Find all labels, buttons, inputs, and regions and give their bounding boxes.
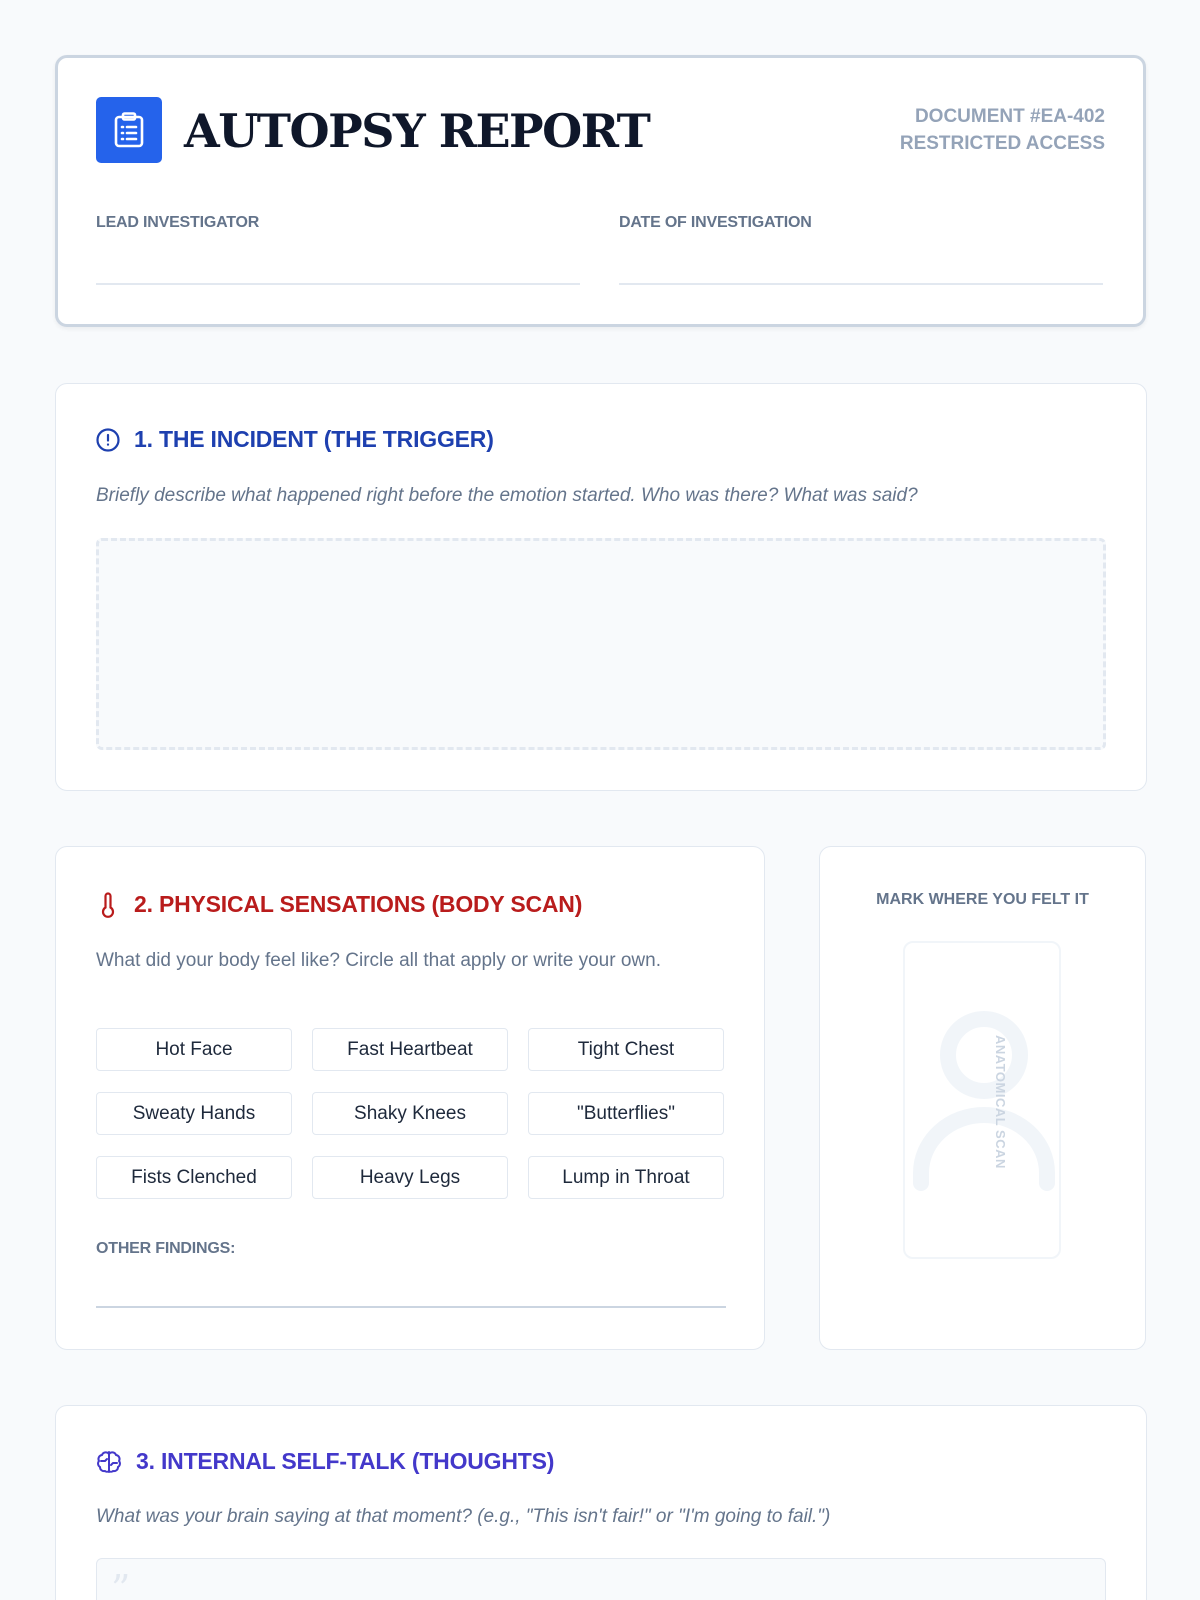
incident-section — [55, 383, 1147, 791]
incident-prompt: Briefly describe what happened right before the emotion started. Who was there? What was said? — [96, 485, 918, 506]
alert-circle-icon — [96, 428, 120, 452]
self-talk-prompt: What was your brain saying at that moment? (e.g., "This isn't fair!" or "I'm going to fail.") — [96, 1506, 831, 1527]
brain-icon — [96, 1449, 122, 1475]
sensation-option[interactable]: Fists Clenched — [96, 1156, 292, 1199]
sensations-heading — [96, 891, 582, 918]
sensation-option[interactable]: Fast Heartbeat — [312, 1028, 508, 1071]
self-talk-answer-area[interactable] — [96, 1558, 1106, 1600]
sensations-heading-text: 2. PHYSICAL SENSATIONS (BODY SCAN) — [134, 891, 583, 917]
anatomical-scan-label: ANATOMICAL SCAN — [993, 1035, 1008, 1169]
body-diagram[interactable] — [903, 941, 1061, 1259]
access-level: RESTRICTED ACCESS — [899, 133, 1105, 154]
document-number: DOCUMENT #EA-402 — [914, 106, 1105, 127]
other-findings-label: OTHER FINDINGS: — [96, 1240, 236, 1257]
sensation-option[interactable]: Tight Chest — [528, 1028, 724, 1071]
quote-icon: ” — [111, 1567, 131, 1600]
incident-heading-text: 1. THE INCIDENT (THE TRIGGER) — [134, 426, 494, 452]
self-talk-heading-text: 3. INTERNAL SELF-TALK (THOUGHTS) — [136, 1448, 555, 1474]
document-meta — [900, 103, 1105, 157]
sensation-option[interactable]: Shaky Knees — [312, 1092, 508, 1135]
lead-investigator-field[interactable] — [96, 283, 580, 285]
page-title: AUTOPSY REPORT — [184, 104, 650, 158]
body-scan-card — [819, 846, 1146, 1350]
sensation-option[interactable]: Lump in Throat — [528, 1156, 724, 1199]
incident-heading — [96, 426, 494, 453]
sensation-option[interactable]: Heavy Legs — [312, 1156, 508, 1199]
investigation-date-field[interactable] — [619, 283, 1103, 285]
sensation-option[interactable]: "Butterflies" — [528, 1092, 724, 1135]
self-talk-heading — [96, 1448, 554, 1475]
investigation-date-label: DATE OF INVESTIGATION — [619, 214, 812, 231]
body-silhouette-icon — [905, 943, 1061, 1259]
report-header — [55, 55, 1146, 327]
sensations-prompt: What did your body feel like? Circle all that apply or write your own. — [96, 950, 661, 971]
sensation-option[interactable]: Sweaty Hands — [96, 1092, 292, 1135]
body-scan-title: MARK WHERE YOU FELT IT — [876, 891, 1089, 908]
lead-investigator-label: LEAD INVESTIGATOR — [96, 214, 260, 231]
other-findings-field[interactable] — [96, 1306, 726, 1308]
sensation-option[interactable]: Hot Face — [96, 1028, 292, 1071]
physical-sensations-section — [55, 846, 765, 1350]
thermometer-icon — [96, 892, 120, 918]
clipboard-icon — [96, 97, 162, 163]
incident-answer-area[interactable] — [96, 538, 1106, 750]
sensation-options — [96, 1028, 726, 1199]
self-talk-section — [55, 1405, 1147, 1600]
